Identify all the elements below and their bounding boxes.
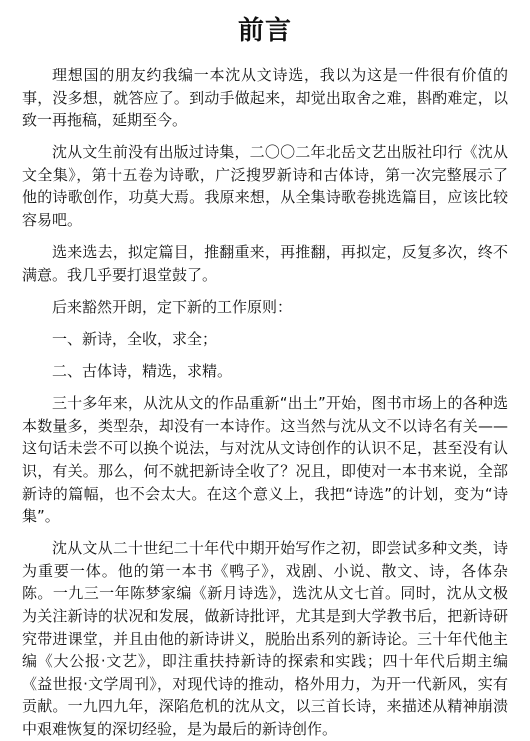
page-title: 前言 [237,16,292,46]
paragraph-4: 后来豁然开朗，定下新的工作原则： [52,297,293,316]
paragraph-1: 理想国的朋友约我编一本沈从文诗选，我以为这是一件很有价值的事，没多想，就答应了。到动手做起来，却觉出取舍之难，斟酌难定，以致一再拖稿，延期至今。 [22,66,508,130]
paragraph-5: 一、新诗，全收，求全； [52,329,218,348]
paragraph-2: 沈从文生前没有出版过诗集，二〇〇二年北岳文艺出版社印行《沈从文全集》，第十五卷为诗歌，广泛搜罗新诗和古体诗，第一次完整展示了他的诗歌创作，功莫大焉。我原来想，从全集诗歌卷挑选篇目，应该比较容易吧。 [22,143,508,230]
paragraph-6: 二、古体诗，精选，求精。 [52,362,233,381]
paragraph-3: 选来选去，拟定篇目，推翻重来，再推翻，再拟定，反复多次，终不满意。我几乎要打退堂鼓了。 [22,243,508,284]
paragraph-7: 三十多年来，从沈从文的作品重新“出土”开始，图书市场上的各种选本数量多，类型杂，却没有一本诗作。这当然与沈从文不以诗名有关——这句话未尝不可以换个说法，与对沈从文诗创作的认识不足，甚至没有认识，有关。那么，何不就把新诗全收了？况且，即使对一本书来说，全部新诗的篇幅，也不会太大。在这个意义上，我把“诗选”的计划，变为“诗集”。 [22,394,508,526]
paragraph-8: 沈从文从二十世纪二十年代中期开始写作之初，即尝试多种文类，诗为重要一体。他的第一本书《鸭子》，戏剧、小说、散文、诗，各体杂陈。一九三一年陈梦家编《新月诗选》，选沈从文七首。同时，沈从文极为关注新诗的状况和发展，做新诗批评，尤其是到大学教书后，把新诗研究带进课堂，并且由他的新诗讲义，脱胎出系列的新诗论。三十年代他主编《大公报·文艺》，即注重扶持新诗的探索和实践；四十年代后期主编《益世报·文学周刊》，对现代诗的推动，格外用力，为开一代新风，实有贡献。一九四九年，深陷危机的沈从文，以三首长诗，来描述从精神崩溃中艰难恢复的深切经验，是为最后的新诗创作。 [22,539,508,738]
